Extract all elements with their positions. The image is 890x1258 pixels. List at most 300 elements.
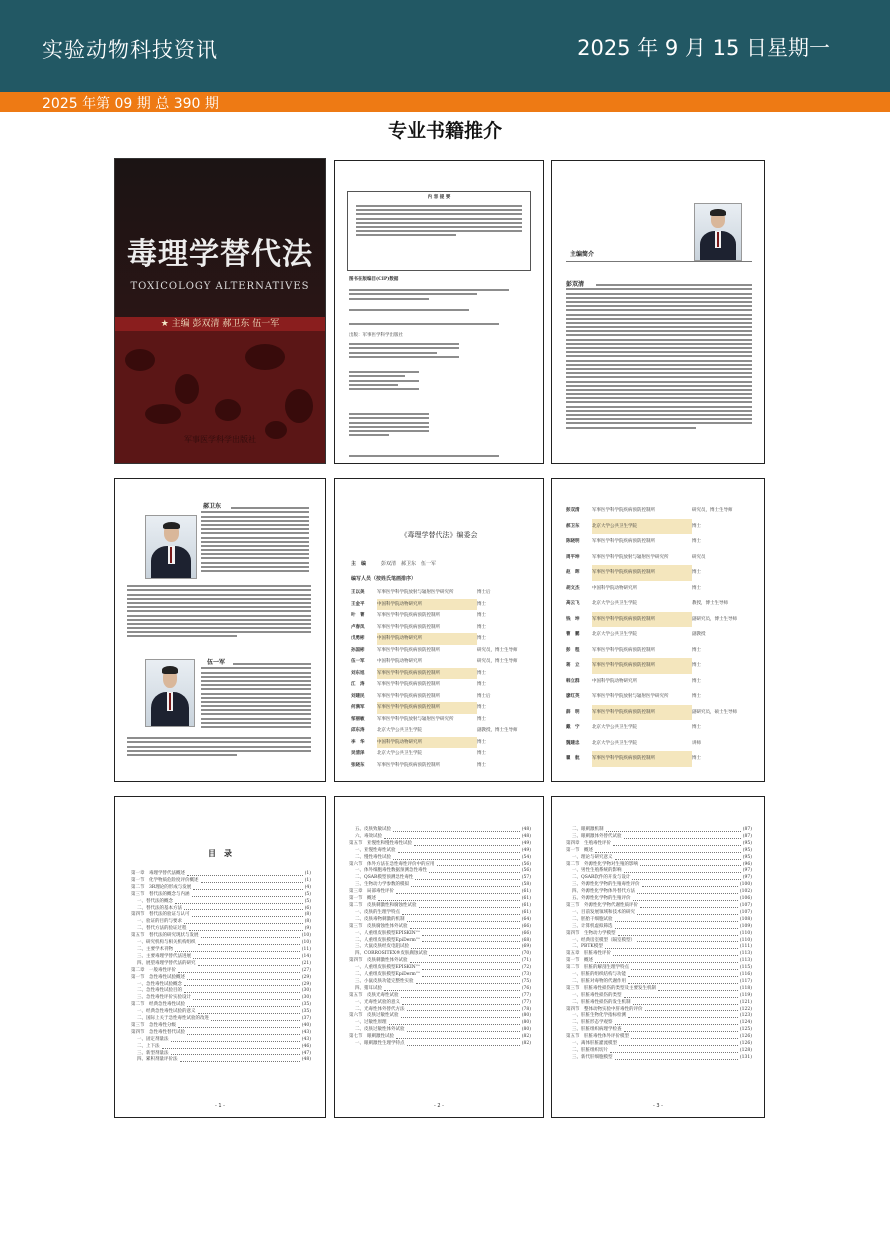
toc-entry-page: (100) xyxy=(739,882,752,888)
toc-entry-title: 二、眼刺激机制 xyxy=(572,827,604,832)
toc-entry-title: 第二节 外源性化学物对生殖的影响 xyxy=(566,861,638,867)
toc-entry-page: (48) xyxy=(301,1057,311,1063)
member-unit: 军事医学科学院疾病预防控制所 xyxy=(377,702,477,714)
member-unit: 军事医学科学院疾病预防控制所 xyxy=(592,658,692,674)
toc-entry xyxy=(131,1030,311,1037)
member-name: 曹 鹏 xyxy=(566,632,580,637)
toc-entry-page: (10) xyxy=(301,940,311,946)
toc-entry-title: 二、慢性毒性试验 xyxy=(355,854,391,860)
toc-entry-title: 一、急性毒性试验概念 xyxy=(137,981,182,987)
member-name: 孙国彬 xyxy=(351,647,365,653)
toc-entry-title: 一、肝脏生物化学指标检测 xyxy=(572,1013,626,1019)
member-unit: 军事医学科学院疾病预防控制所 xyxy=(377,668,477,680)
toc-entry-page: (109) xyxy=(739,923,752,929)
toc-entry-title: 一、离体肝脏灌流模型 xyxy=(572,1041,617,1047)
member-title: 研究员 xyxy=(692,554,706,560)
toc-entry-page: (75) xyxy=(521,978,531,984)
member-unit: 军事医学科学院疾病预防控制所 xyxy=(592,705,692,721)
member-title: 博士 xyxy=(477,762,486,768)
toc-entry-page: (82) xyxy=(521,1041,531,1047)
toc-entry-title: 一、皮肤的生理学特点 xyxy=(355,909,400,915)
member-title: 研究员，博士生导师 xyxy=(692,508,733,513)
member-name: 廖红英 xyxy=(566,694,580,699)
toc-entry xyxy=(349,1000,531,1007)
toc-entry-title: 一、肝脏毒性损伤的类型 xyxy=(572,992,622,998)
toc-entry xyxy=(131,892,311,899)
committee-member-row xyxy=(566,689,752,705)
toc-entry xyxy=(566,1041,752,1048)
toc-entry-title: 二、上下法 xyxy=(137,1043,160,1049)
member-unit: 军事医学科学院放射与辐射医学研究所 xyxy=(377,590,454,595)
toc-page-1-image xyxy=(114,796,326,1118)
toc-entry xyxy=(349,979,531,986)
toc-entry-title: 一、亚慢性毒性试验 xyxy=(355,847,396,853)
toc-entry-page: (29) xyxy=(301,974,311,980)
committee-title: 《毒理学替代法》编委会 xyxy=(400,531,478,539)
toc-entry-title: 一、经典急性毒性试验的意义 xyxy=(137,1009,196,1015)
toc-entry-page: (56) xyxy=(521,868,531,874)
committee-member-row xyxy=(566,581,752,597)
member-title: 博士 xyxy=(477,705,486,710)
cover-title-en: TOXICOLOGY ALTERNATIVES xyxy=(130,281,310,292)
member-name: 魏建忠 xyxy=(566,740,580,746)
toc-entry-page: (57) xyxy=(521,875,531,881)
editor-intro-page-image xyxy=(551,160,765,464)
toc-entry-page: (115) xyxy=(739,965,752,971)
toc-entry-page: (27) xyxy=(301,967,311,973)
toc-entry-page: (95) xyxy=(742,854,752,860)
toc-entry-page: (113) xyxy=(739,958,752,964)
toc-page-number-2: - 2 - xyxy=(434,1103,444,1109)
toc-entry-page: (71) xyxy=(521,958,531,964)
toc-entry xyxy=(566,924,752,931)
member-title: 博士 xyxy=(477,636,486,641)
author-name-2: 伍一军 xyxy=(207,659,226,666)
committee-member-row xyxy=(351,610,531,622)
toc-entry xyxy=(349,848,531,855)
toc-entry-title: 第七节 眼刺激性试验 xyxy=(349,1034,394,1040)
member-name: 江 涛 xyxy=(351,682,365,687)
toc-entry-page: (122) xyxy=(739,1006,752,1012)
toc-entry xyxy=(349,910,531,917)
member-unit: 军事医学科学院疾病预防控制所 xyxy=(592,539,655,544)
toc-entry xyxy=(566,1048,752,1055)
toc-entry-page: (128) xyxy=(739,1048,752,1053)
toc-entry-page: (11) xyxy=(301,946,311,952)
editor-name: 彭双清 xyxy=(566,281,585,288)
toc-entry-page: (1) xyxy=(304,871,311,876)
member-unit: 北京大学公共卫生学院 xyxy=(592,632,637,637)
committee-member-row xyxy=(566,612,752,628)
toc-entry-page: (61) xyxy=(521,896,531,902)
toc-entry-page: (80) xyxy=(521,1027,531,1033)
committee-member-row xyxy=(351,760,531,772)
toc-page-3-image xyxy=(551,796,765,1118)
cover-authors: ★ 主编 彭双清 郝卫东 伍一军 xyxy=(115,317,325,331)
toc-entry-title: 二、主要学术刊物 xyxy=(137,946,173,952)
toc-entry-page: (61) xyxy=(521,902,531,908)
toc-entry-title: 三、生物动力学参数的模拟 xyxy=(355,882,409,888)
member-unit: 军事医学科学院疾病预防控制所 xyxy=(592,647,655,653)
committee-member-row xyxy=(351,748,531,760)
toc-entry xyxy=(349,855,531,862)
committee-member-row xyxy=(566,550,752,566)
toc-entry xyxy=(131,1023,311,1030)
toc-entry-page: (87) xyxy=(742,833,752,839)
toc-entry xyxy=(566,986,752,993)
member-title: 博士 xyxy=(477,624,486,630)
toc-entry-page: (8) xyxy=(304,919,311,925)
toc-entry xyxy=(349,917,531,924)
member-name: 刘东旭 xyxy=(351,670,365,676)
toc-page-number-3: - 3 - xyxy=(653,1103,663,1109)
toc-list-3 xyxy=(566,827,752,1062)
toc-entry-title: 一、替代法的概念 xyxy=(137,898,173,904)
member-unit: 中国科学院动物研究所 xyxy=(377,633,477,645)
toc-entry-title: 二、人重组皮肤模型EpiDerm™ xyxy=(355,972,421,978)
toc-entry-title: 第三节 急性毒性分级 xyxy=(131,1022,176,1028)
toc-entry-page: (68) xyxy=(521,937,531,943)
member-unit: 北京大学公共卫生学院 xyxy=(592,601,637,606)
toc-entry-title: 第一章 毒理学替代法概述 xyxy=(131,871,185,876)
toc-entry-page: (10) xyxy=(301,933,311,939)
toc-entry-page: (108) xyxy=(739,916,752,922)
toc-entry xyxy=(566,827,752,834)
toc-entry xyxy=(131,940,311,947)
member-name: 薛 明 xyxy=(566,709,580,715)
toc-entry-title: 二、皮肤毒物刺激的机制 xyxy=(355,916,405,922)
toc-entry-page: (124) xyxy=(739,1020,752,1026)
member-unit: 军事医学科学院疾病预防控制所 xyxy=(592,612,692,628)
toc-entry-page: (80) xyxy=(521,1013,531,1019)
toc-entry-page: (117) xyxy=(739,978,752,984)
member-title: 博士 xyxy=(477,601,486,607)
member-name: 叶 菁 xyxy=(351,613,365,618)
summary-box-title: 内 容 提 要 xyxy=(427,195,451,200)
member-title: 讲师 xyxy=(692,740,701,746)
toc-entry xyxy=(566,855,752,862)
member-title: 教授，博士生导师 xyxy=(692,601,728,606)
toc-entry-page: (95) xyxy=(742,847,752,853)
member-title: 博士 xyxy=(692,523,701,529)
toc-entry xyxy=(349,903,531,910)
committee-member-row xyxy=(351,645,531,657)
toc-entry xyxy=(349,924,531,931)
member-title: 博士 xyxy=(477,670,486,676)
toc-entry-title: 三、计算机虚拟筛选 xyxy=(572,923,613,929)
toc-entry-title: 二、人重组皮肤模型EpiDerm™ xyxy=(355,937,421,943)
member-title: 副教授 xyxy=(692,632,706,637)
toc-entry-title: 四、展望毒理学替代法的研究 xyxy=(137,960,196,966)
toc-entry-title: 一、肝脏的组织结构与功能 xyxy=(572,972,626,978)
committee-member-row xyxy=(566,751,752,767)
member-title: 副研究员，博士生导师 xyxy=(692,616,737,622)
toc-entry-page: (43) xyxy=(301,1036,311,1042)
toc-entry-page: (111) xyxy=(739,944,752,950)
toc-entry-title: 二、替代方法的验证过程 xyxy=(137,926,187,932)
member-name: 王以美 xyxy=(351,590,365,595)
member-name: 赵 晖 xyxy=(566,570,580,575)
toc-entry-page: (21) xyxy=(301,960,311,966)
toc-entry-title: 第四节 生物动力学模型 xyxy=(566,930,616,936)
committee-member-row xyxy=(566,658,752,674)
toc-page-number-1: - 1 - xyxy=(215,1103,225,1109)
toc-entry-title: 第一节 急性毒性试验概述 xyxy=(131,974,185,980)
toc-entry-title: 二、QSAR模型预测急性毒性 xyxy=(355,875,414,881)
toc-entry-title: 六、毒效试验 xyxy=(355,833,382,839)
toc-entry-title: 二、急性毒性试验目的 xyxy=(137,988,182,994)
toc-entry-page: (5) xyxy=(304,891,311,897)
toc-entry-page: (40) xyxy=(301,1022,311,1028)
member-unit: 军事医学科学院疾病预防控制所 xyxy=(377,613,440,618)
toc-entry-page: (78) xyxy=(521,1006,531,1012)
toc-entry-title: 第一节 概述 xyxy=(566,958,593,964)
toc-entry xyxy=(349,986,531,993)
member-name: 戴 宁 xyxy=(566,725,580,730)
toc-entry-page: (66) xyxy=(521,930,531,936)
book-cover-image xyxy=(114,158,326,464)
toc-page-2-image xyxy=(334,796,544,1118)
toc-entry-title: 四、累积剂量评价法 xyxy=(137,1057,178,1063)
toc-entry-title: 二、替代法的基本方法 xyxy=(137,905,182,911)
toc-entry-title: 二、皮肤过敏性体外试验 xyxy=(355,1027,405,1033)
toc-entry-title: 一、眼刺激性生理学特点 xyxy=(355,1041,405,1047)
committee-page-image xyxy=(334,478,544,782)
toc-entry xyxy=(131,1044,311,1051)
editor-photo xyxy=(694,203,742,261)
toc-entry-title: 第一节 概述 xyxy=(566,847,593,853)
toc-entry-title: 二、肝脏形态学观察 xyxy=(572,1020,613,1026)
member-name: 高云飞 xyxy=(566,601,580,606)
cover-publisher: 军事医学科学出版社 xyxy=(184,435,256,444)
toc-entry-title: 第三节 外源性化学物代谢性质评价 xyxy=(566,902,638,908)
section-title: 专业书籍推介 xyxy=(387,120,502,142)
toc-entry-page: (118) xyxy=(739,985,752,991)
cip-page-image xyxy=(334,160,544,464)
toc-entry-title: 一、过敏性原理 xyxy=(355,1020,387,1026)
toc-entry-title: 一、研究机构与相关机构组织 xyxy=(137,940,196,946)
member-title: 研究员，博士生导师 xyxy=(477,659,518,664)
member-title: 博士 xyxy=(692,694,701,699)
member-title: 博士 xyxy=(692,663,701,668)
toc-entry-page: (54) xyxy=(521,854,531,860)
toc-entry xyxy=(349,827,531,834)
toc-entry-page: (126) xyxy=(739,1041,752,1047)
toc-entry-page: (1) xyxy=(304,877,311,883)
chief-editors: 彭双清 郝卫东 伍一军 xyxy=(381,561,437,567)
committee-member-row xyxy=(566,519,752,535)
toc-entry-page: (70) xyxy=(521,951,531,957)
issue-bar xyxy=(0,92,890,112)
toc-entry xyxy=(131,899,311,906)
toc-entry-page: (49) xyxy=(521,840,531,846)
toc-entry-page: (82) xyxy=(521,1034,531,1040)
toc-entry-title: 二、肝脏组织切片 xyxy=(572,1048,608,1053)
toc-entry xyxy=(566,931,752,938)
member-title: 博士 xyxy=(692,570,701,575)
member-name: 彭 程 xyxy=(566,647,580,653)
toc-entry-title: 第三节 肝脏毒性损伤的类型及主要发生机制 xyxy=(566,985,656,991)
toc-entry-title: 第五节 亚慢性和慢性毒性试验 xyxy=(349,840,412,846)
member-name: 郝卫东 xyxy=(566,523,580,529)
committee-member-row xyxy=(351,714,531,726)
toc-entry xyxy=(566,993,752,1000)
toc-entry-title: 五、皮肤致敏试验 xyxy=(355,827,391,832)
toc-entry xyxy=(349,972,531,979)
member-unit: 中国科学院动物研究所 xyxy=(592,678,637,684)
member-unit: 中国科学院动物研究所 xyxy=(377,737,477,749)
toc-entry-page: (8) xyxy=(304,912,311,918)
author-name-1: 郝卫东 xyxy=(203,503,222,510)
member-title: 博士 xyxy=(692,585,701,591)
toc-entry xyxy=(566,972,752,979)
toc-entry xyxy=(349,1041,531,1048)
toc-entry-page: (97) xyxy=(742,875,752,881)
toc-entry xyxy=(131,1016,311,1023)
toc-entry-title: 第四章 生殖毒性评价 xyxy=(566,840,611,846)
member-name: 周平坤 xyxy=(566,554,580,560)
member-title: 博士 xyxy=(477,716,486,722)
toc-list-2 xyxy=(349,827,531,1048)
toc-entry-page: (64) xyxy=(521,916,531,922)
toc-entry-page: (110) xyxy=(739,930,752,936)
member-name: 邱东涛 xyxy=(351,728,365,733)
toc-entry xyxy=(131,878,311,885)
toc-entry-page: (73) xyxy=(521,972,531,978)
toc-entry xyxy=(566,951,752,958)
member-unit: 军事医学科学院疾病预防控制所 xyxy=(377,693,440,699)
toc-entry-title: 三、急性毒性评价实验设计 xyxy=(137,995,191,1001)
member-name: 瞿 航 xyxy=(566,756,580,761)
committee-member-row xyxy=(351,737,531,749)
toc-entry-title: 四、外源性化学物体外替代方法 xyxy=(572,889,635,895)
toc-entry-page: (35) xyxy=(301,1009,311,1015)
toc-entry xyxy=(566,1055,752,1062)
committee-member-list-continued xyxy=(566,503,752,767)
toc-entry xyxy=(349,993,531,1000)
toc-entry-title: 第六节 皮肤过敏性试验 xyxy=(349,1013,399,1019)
toc-entry-page: (125) xyxy=(739,1027,752,1033)
toc-entry-page: (72) xyxy=(521,965,531,971)
member-name: 王金平 xyxy=(351,601,365,607)
toc-entry-page: (96) xyxy=(742,861,752,867)
toc-entry-title: 三、新代肝细胞模型 xyxy=(572,1054,613,1060)
member-unit: 军事医学科学院放射与辐射医学研究所 xyxy=(592,694,669,699)
toc-entry xyxy=(349,889,531,896)
newsletter-header xyxy=(0,0,890,92)
toc-entry xyxy=(349,896,531,903)
member-unit: 中国科学院动物研究所 xyxy=(377,599,477,611)
author-photo-2 xyxy=(145,659,195,727)
member-name: 陈晓明 xyxy=(566,539,580,544)
member-unit: 军事医学科学院疾病预防控制所 xyxy=(377,647,440,653)
member-unit: 北京大学公共卫生学院 xyxy=(592,725,637,730)
toc-entry-title: 一、光毒性试验的意义 xyxy=(355,999,400,1005)
publication-name: 实验动物科技资讯 xyxy=(42,38,218,62)
member-unit: 军事医学科学院疾病预防控制所 xyxy=(592,508,655,513)
committee-member-row xyxy=(566,674,752,690)
member-name: 吴清泽 xyxy=(351,751,365,756)
toc-entry-page: (123) xyxy=(739,1013,752,1019)
toc-entry-page: (95) xyxy=(742,840,752,846)
committee-member-row xyxy=(351,691,531,703)
toc-entry-title: 第三节 皮肤腐蚀性体外试验 xyxy=(349,923,408,929)
member-title: 博士 xyxy=(692,678,701,684)
toc-entry-page: (87) xyxy=(742,827,752,832)
toc-entry-page: (49) xyxy=(521,847,531,853)
toc-entry xyxy=(566,917,752,924)
toc-entry xyxy=(566,1000,752,1007)
member-name: 彭双清 xyxy=(566,508,580,513)
member-name: 张晓东 xyxy=(351,762,365,768)
toc-entry xyxy=(566,965,752,972)
toc-entry-title: 第四节 整体动物实验中肝毒性的评价 xyxy=(566,1006,643,1012)
toc-entry-title: 三、新型剂量法 xyxy=(137,1050,169,1056)
toc-entry-title: 一、男性生殖系统的影响 xyxy=(572,868,622,874)
committee-continued-page-image xyxy=(551,478,765,782)
toc-entry-page: (107) xyxy=(739,902,752,908)
committee-member-row xyxy=(351,599,531,611)
toc-entry-page: (58) xyxy=(521,882,531,888)
author-photo-1 xyxy=(145,515,197,579)
toc-entry-page: (66) xyxy=(521,923,531,929)
publication-date: 2025 年 9 月 15 日星期一 xyxy=(577,36,830,60)
committee-member-row xyxy=(351,668,531,680)
issue-number: 2025 年第 09 期 总 390 期 xyxy=(42,96,219,112)
toc-entry-title: 一、体外细胞毒性数据预测急性毒性 xyxy=(355,868,427,874)
toc-entry-title: 二、肝脏毒性损伤的发生机制 xyxy=(572,999,631,1005)
toc-entry-page: (30) xyxy=(301,995,311,1001)
member-name: 戊勇彬 xyxy=(351,636,365,641)
toc-entry-title: 二、肝脏对毒物的代谢作用 xyxy=(572,978,626,984)
toc-entry-page: (5) xyxy=(304,898,311,904)
toc-entry-title: 第四节 急性毒性替代试验 xyxy=(131,1029,185,1035)
toc-entry-page: (47) xyxy=(301,1050,311,1056)
toc-entry xyxy=(349,834,531,841)
toc-entry-page: (119) xyxy=(739,992,752,998)
toc-entry-title: 第三章 局部毒性评价 xyxy=(349,889,394,895)
toc-entry xyxy=(131,1057,311,1064)
toc-entry-title: 二、光毒性体外替代方法 xyxy=(355,1006,405,1012)
committee-member-list xyxy=(351,587,531,771)
toc-entry xyxy=(131,947,311,954)
toc-entry-title: 第六节 体外方法在急性毒性评价中的应用 xyxy=(349,861,435,867)
committee-member-row xyxy=(566,720,752,736)
toc-entry-title: 第五节 肝脏毒性体外评价模型 xyxy=(566,1034,629,1040)
member-title: 博士后 xyxy=(477,590,491,595)
committee-member-row xyxy=(566,503,752,519)
toc-entry-title: 第四节 替代法的验证与认可 xyxy=(131,912,190,918)
toc-entry-page: (6) xyxy=(304,905,311,911)
toc-entry-title: 三、小鼠皮肤功能完整性实验 xyxy=(355,978,414,984)
toc-entry-page: (61) xyxy=(521,889,531,895)
toc-entry-page: (43) xyxy=(301,1029,311,1035)
member-title: 博士 xyxy=(477,613,486,618)
toc-entry xyxy=(131,871,311,878)
toc-entry-title: 一、人重组皮肤模型EPISKIN™ xyxy=(355,930,421,936)
toc-entry-title: 第一节 概述 xyxy=(349,896,376,902)
toc-entry-page: (56) xyxy=(521,861,531,867)
toc-entry xyxy=(349,931,531,938)
member-name: 何满军 xyxy=(351,705,365,710)
toc-entry xyxy=(566,910,752,917)
toc-entry-title: 三、肝脏组织病理学检查 xyxy=(572,1027,622,1033)
toc-entry-page: (106) xyxy=(739,896,752,902)
committee-member-row xyxy=(351,725,531,737)
toc-entry-page: (77) xyxy=(521,999,531,1005)
toc-entry-title: 第二节 皮肤刺激性和腐蚀性试验 xyxy=(349,902,417,908)
member-unit: 北京大学公共卫生学院 xyxy=(377,751,422,756)
